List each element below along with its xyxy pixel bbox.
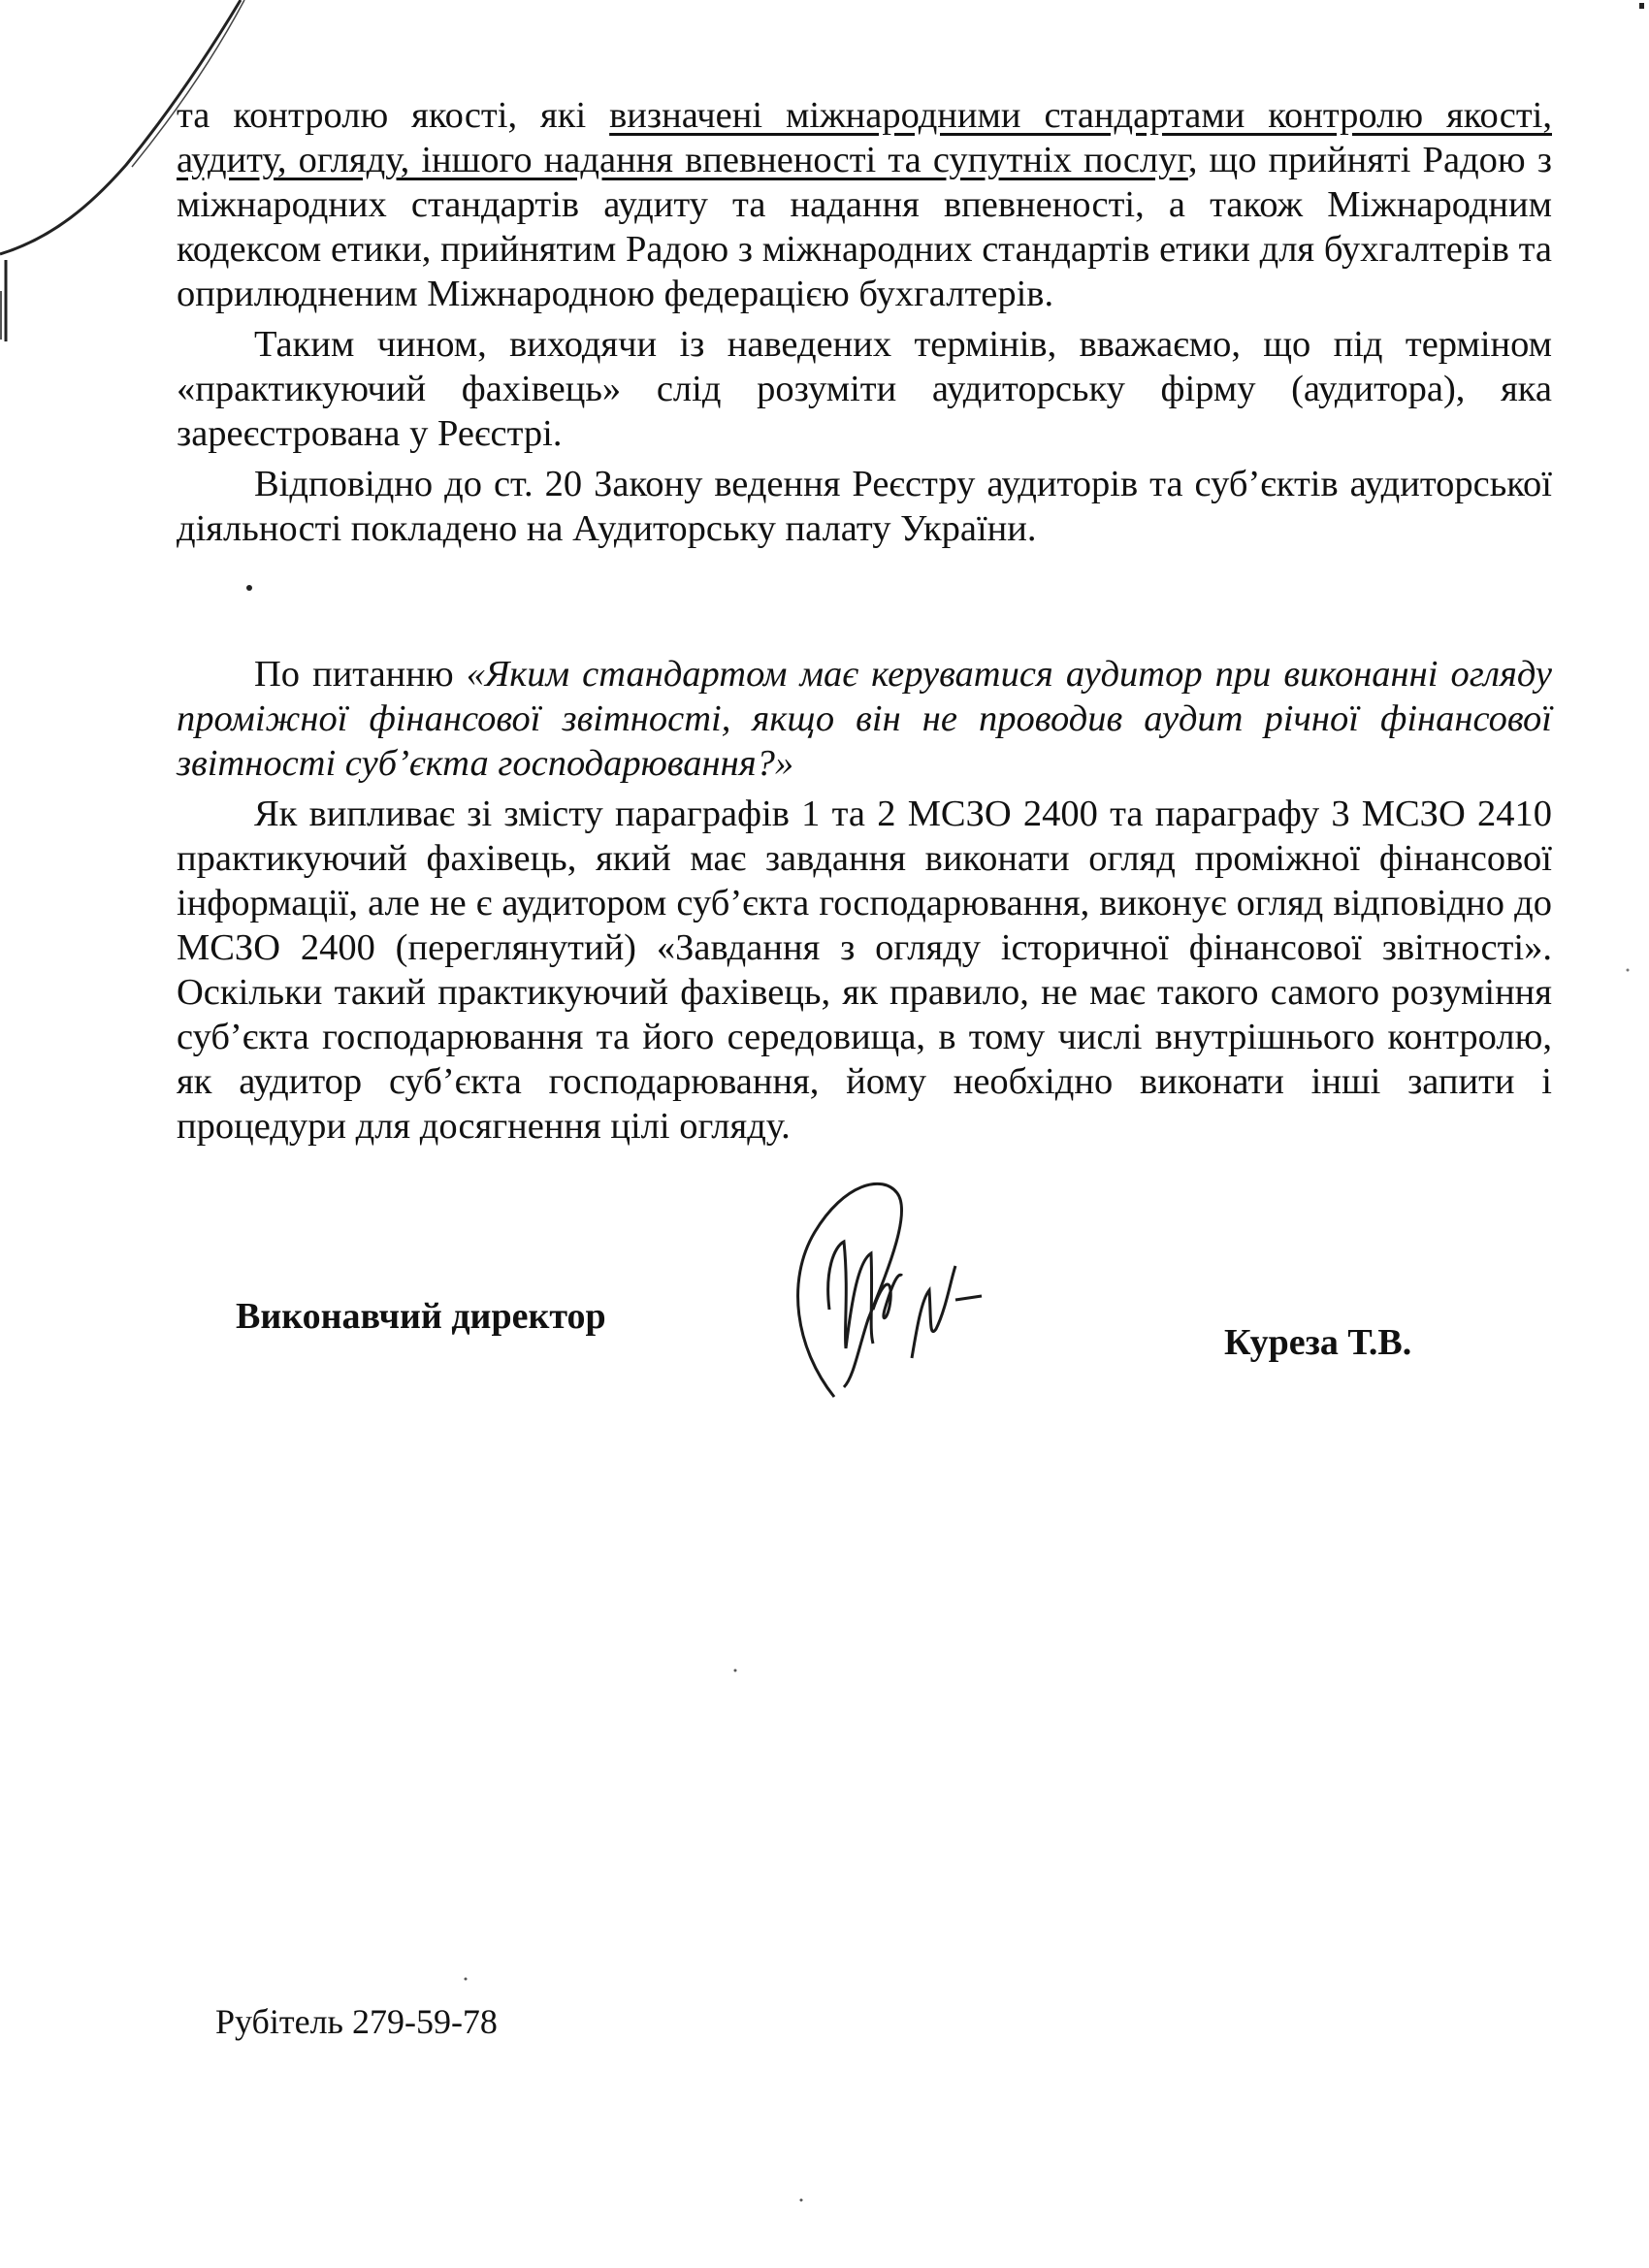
signatory-title: Виконавчий директор xyxy=(236,1296,606,1337)
paragraph-4-lead: По питанню xyxy=(254,654,467,695)
paragraph-1-underlined: визначені міжнародними стандартами контролю якості, аудиту, огляду, іншого надання впевненості та супутніх послуг xyxy=(177,95,1552,180)
signatory-name: Куреза Т.В. xyxy=(1224,1322,1412,1363)
paragraph-1 xyxy=(177,93,1552,316)
handwritten-signature xyxy=(776,1154,1009,1407)
executor-contact: Рубітель 279-59-78 xyxy=(215,2002,498,2041)
paragraph-4 xyxy=(177,652,1552,786)
paragraph-1-end: , що прийняті Радою з міжнародних стандартів аудиту та надання впевненості, а також Міжнародним кодексом етики, прийнятим Радою з міжнародних стандартів етики для бухгалтерів та оприлюдненим Міжнародною федерацією бухгалтерів. xyxy=(177,140,1552,314)
paragraph-3: Відповідно до ст. 20 Закону ведення Реєстру аудиторів та суб’єктів аудиторської діяльності покладено на Аудиторську палату України. xyxy=(177,464,1552,549)
paragraph-1-start: та контролю якості, які xyxy=(177,95,610,136)
paragraph-5: Як випливає зі змісту параграфів 1 та 2 МСЗО 2400 та параграфу 3 МСЗО 2410 практикуючий фахівець, який має завдання виконати огляд проміжної фінансової інформації, але не є аудитором суб’єкта господарювання, виконує огляд відповідно до МСЗО 2400 (переглянутий) «Завдання з огляду історичної фінансової звітності». Оскільки такий практикуючий фахівець, як правило, не має такого самого розуміння суб’єкта господарювання та його середовища, в тому числі внутрішнього контролю, як аудитор суб’єкта господарювання, йому необхідно виконати інші запити і процедури для досягнення цілі огляду. xyxy=(177,794,1552,1147)
paragraph-2: Таким чином, виходячи із наведених термінів, вважаємо, що під терміном «практикуючий фахівець» слід розуміти аудиторську фірму (аудитора), яка зареєстрована у Реєстрі. xyxy=(177,324,1552,454)
letter-body xyxy=(177,93,1552,1149)
paragraph-4-question: «Яким стандартом має керуватися аудитор при виконанні огляду проміжної фінансової звітності, якщо він не проводив аудит річної фінансової звітності суб’єкта господарювання?» xyxy=(177,654,1552,784)
